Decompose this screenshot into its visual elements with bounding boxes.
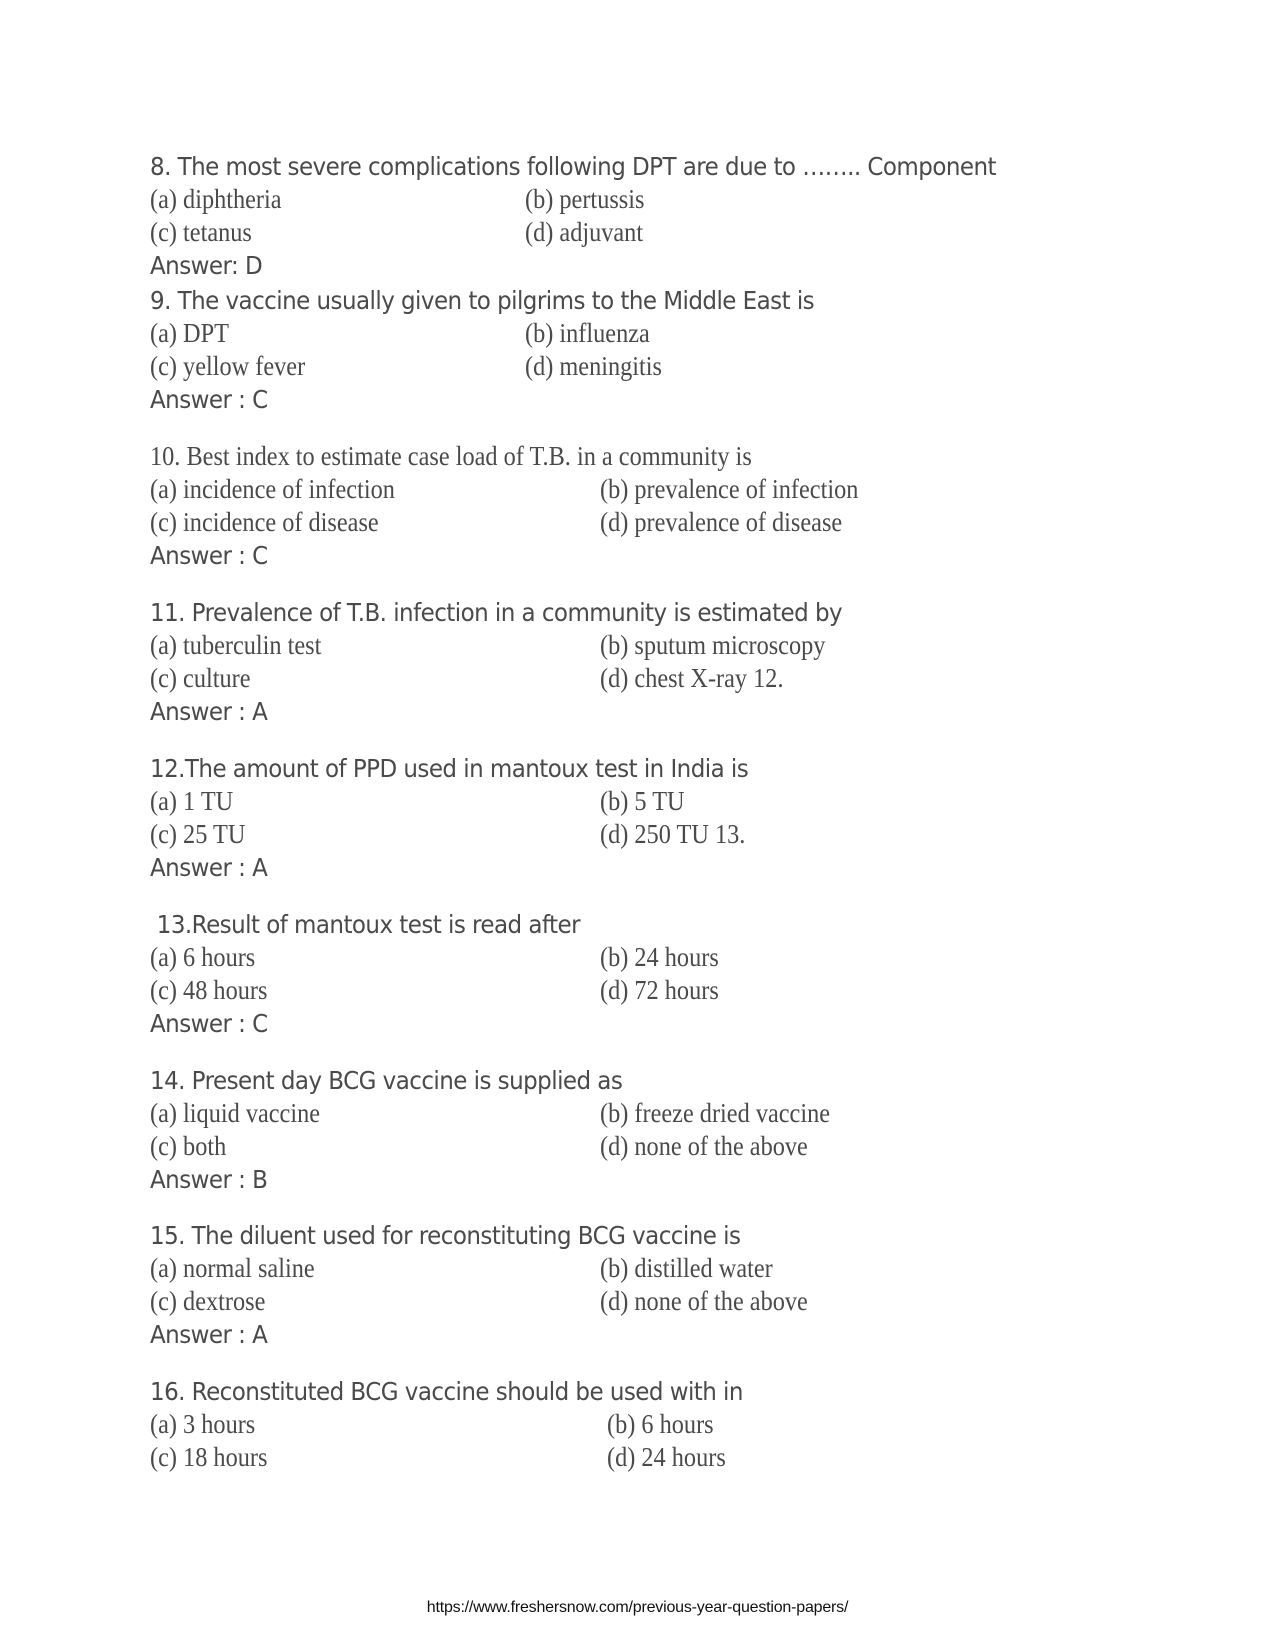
option-a: (a) 6 hours	[150, 942, 256, 972]
option-a: (a) liquid vaccine	[150, 1098, 321, 1128]
option-c: (c) culture	[150, 663, 251, 693]
question-text: 14. Present day BCG vaccine is supplied as	[150, 1066, 623, 1095]
question-block-16	[150, 1375, 1200, 1474]
option-d: (d) meningitis	[525, 351, 663, 381]
options-row	[150, 183, 1200, 216]
answer-text: Answer: D	[150, 251, 263, 280]
answer-text: Answer : B	[150, 1165, 268, 1194]
option-a: (a) 1 TU	[150, 786, 234, 816]
question-text: 8. The most severe complications following DPT are due to …….. Component	[150, 152, 996, 181]
option-c: (c) tetanus	[150, 217, 252, 247]
option-d: (d) none of the above	[600, 1286, 808, 1316]
option-a: (a) normal saline	[150, 1253, 315, 1283]
answer-text: Answer : A	[150, 853, 268, 882]
option-b: (b) 6 hours	[607, 1409, 714, 1439]
option-d: (d) 72 hours	[600, 975, 719, 1005]
options-row	[150, 1408, 1200, 1441]
question-text: 10. Best index to estimate case load of T.B. in a community is	[150, 441, 752, 471]
option-b: (b) 5 TU	[600, 786, 685, 816]
question-block-15	[150, 1219, 1200, 1351]
options-row	[150, 941, 1200, 974]
option-d: (d) chest X-ray 12.	[600, 663, 784, 693]
option-c: (c) dextrose	[150, 1286, 266, 1316]
option-d: (d) 250 TU 13.	[600, 819, 746, 849]
answer-text: Answer : C	[150, 541, 268, 570]
option-b: (b) prevalence of infection	[600, 474, 859, 504]
option-b: (b) sputum microscopy	[600, 630, 826, 660]
answer-text: Answer : A	[150, 1320, 268, 1349]
option-c: (c) incidence of disease	[150, 507, 379, 537]
question-text: 9. The vaccine usually given to pilgrims to the Middle East is	[150, 286, 815, 315]
option-c: (c) both	[150, 1131, 227, 1161]
options-row	[150, 1441, 1200, 1474]
option-b: (b) distilled water	[600, 1253, 773, 1283]
option-d: (d) adjuvant	[525, 217, 644, 247]
options-row	[150, 317, 1200, 350]
options-row	[150, 1097, 1200, 1130]
options-row	[150, 1130, 1200, 1163]
option-c: (c) yellow fever	[150, 351, 306, 381]
option-b: (b) pertussis	[525, 184, 645, 214]
options-row	[150, 785, 1200, 818]
options-row	[150, 216, 1200, 249]
option-a: (a) incidence of infection	[150, 474, 395, 504]
options-row	[150, 818, 1200, 851]
question-text: 13.Result of mantoux test is read after	[150, 910, 581, 939]
question-block-14	[150, 1064, 1200, 1196]
options-row	[150, 1252, 1200, 1285]
option-a: (a) 3 hours	[150, 1409, 256, 1439]
option-b: (b) 24 hours	[600, 942, 719, 972]
question-block-9	[150, 284, 1200, 416]
option-b: (b) influenza	[525, 318, 650, 348]
question-block-13	[150, 908, 1200, 1040]
option-c: (c) 25 TU	[150, 819, 246, 849]
options-row	[150, 662, 1200, 695]
answer-text: Answer : C	[150, 1009, 268, 1038]
question-block-10	[150, 440, 1200, 572]
footer-url: https://www.freshersnow.com/previous-year-question-papers/	[426, 1599, 849, 1616]
answer-text: Answer : A	[150, 697, 268, 726]
options-row	[150, 629, 1200, 662]
question-block-12	[150, 752, 1200, 884]
option-b: (b) freeze dried vaccine	[600, 1098, 831, 1128]
question-text: 11. Prevalence of T.B. infection in a community is estimated by	[150, 598, 843, 627]
answer-text: Answer : C	[150, 385, 268, 414]
options-row	[150, 506, 1200, 539]
question-text: 12.The amount of PPD used in mantoux test in India is	[150, 754, 749, 783]
options-row	[150, 1285, 1200, 1318]
option-d: (d) prevalence of disease	[600, 507, 843, 537]
option-a: (a) tuberculin test	[150, 630, 322, 660]
options-row	[150, 974, 1200, 1007]
option-d: (d) none of the above	[600, 1131, 808, 1161]
option-c: (c) 48 hours	[150, 975, 268, 1005]
options-row	[150, 473, 1200, 506]
options-row	[150, 350, 1200, 383]
question-text: 15. The diluent used for reconstituting BCG vaccine is	[150, 1221, 741, 1250]
option-c: (c) 18 hours	[150, 1442, 268, 1472]
question-block-11	[150, 596, 1200, 728]
option-d: (d) 24 hours	[607, 1442, 726, 1472]
option-a: (a) DPT	[150, 318, 229, 348]
question-text: 16. Reconstituted BCG vaccine should be used with in	[150, 1377, 743, 1406]
option-a: (a) diphtheria	[150, 184, 282, 214]
question-block-8	[150, 150, 1200, 282]
